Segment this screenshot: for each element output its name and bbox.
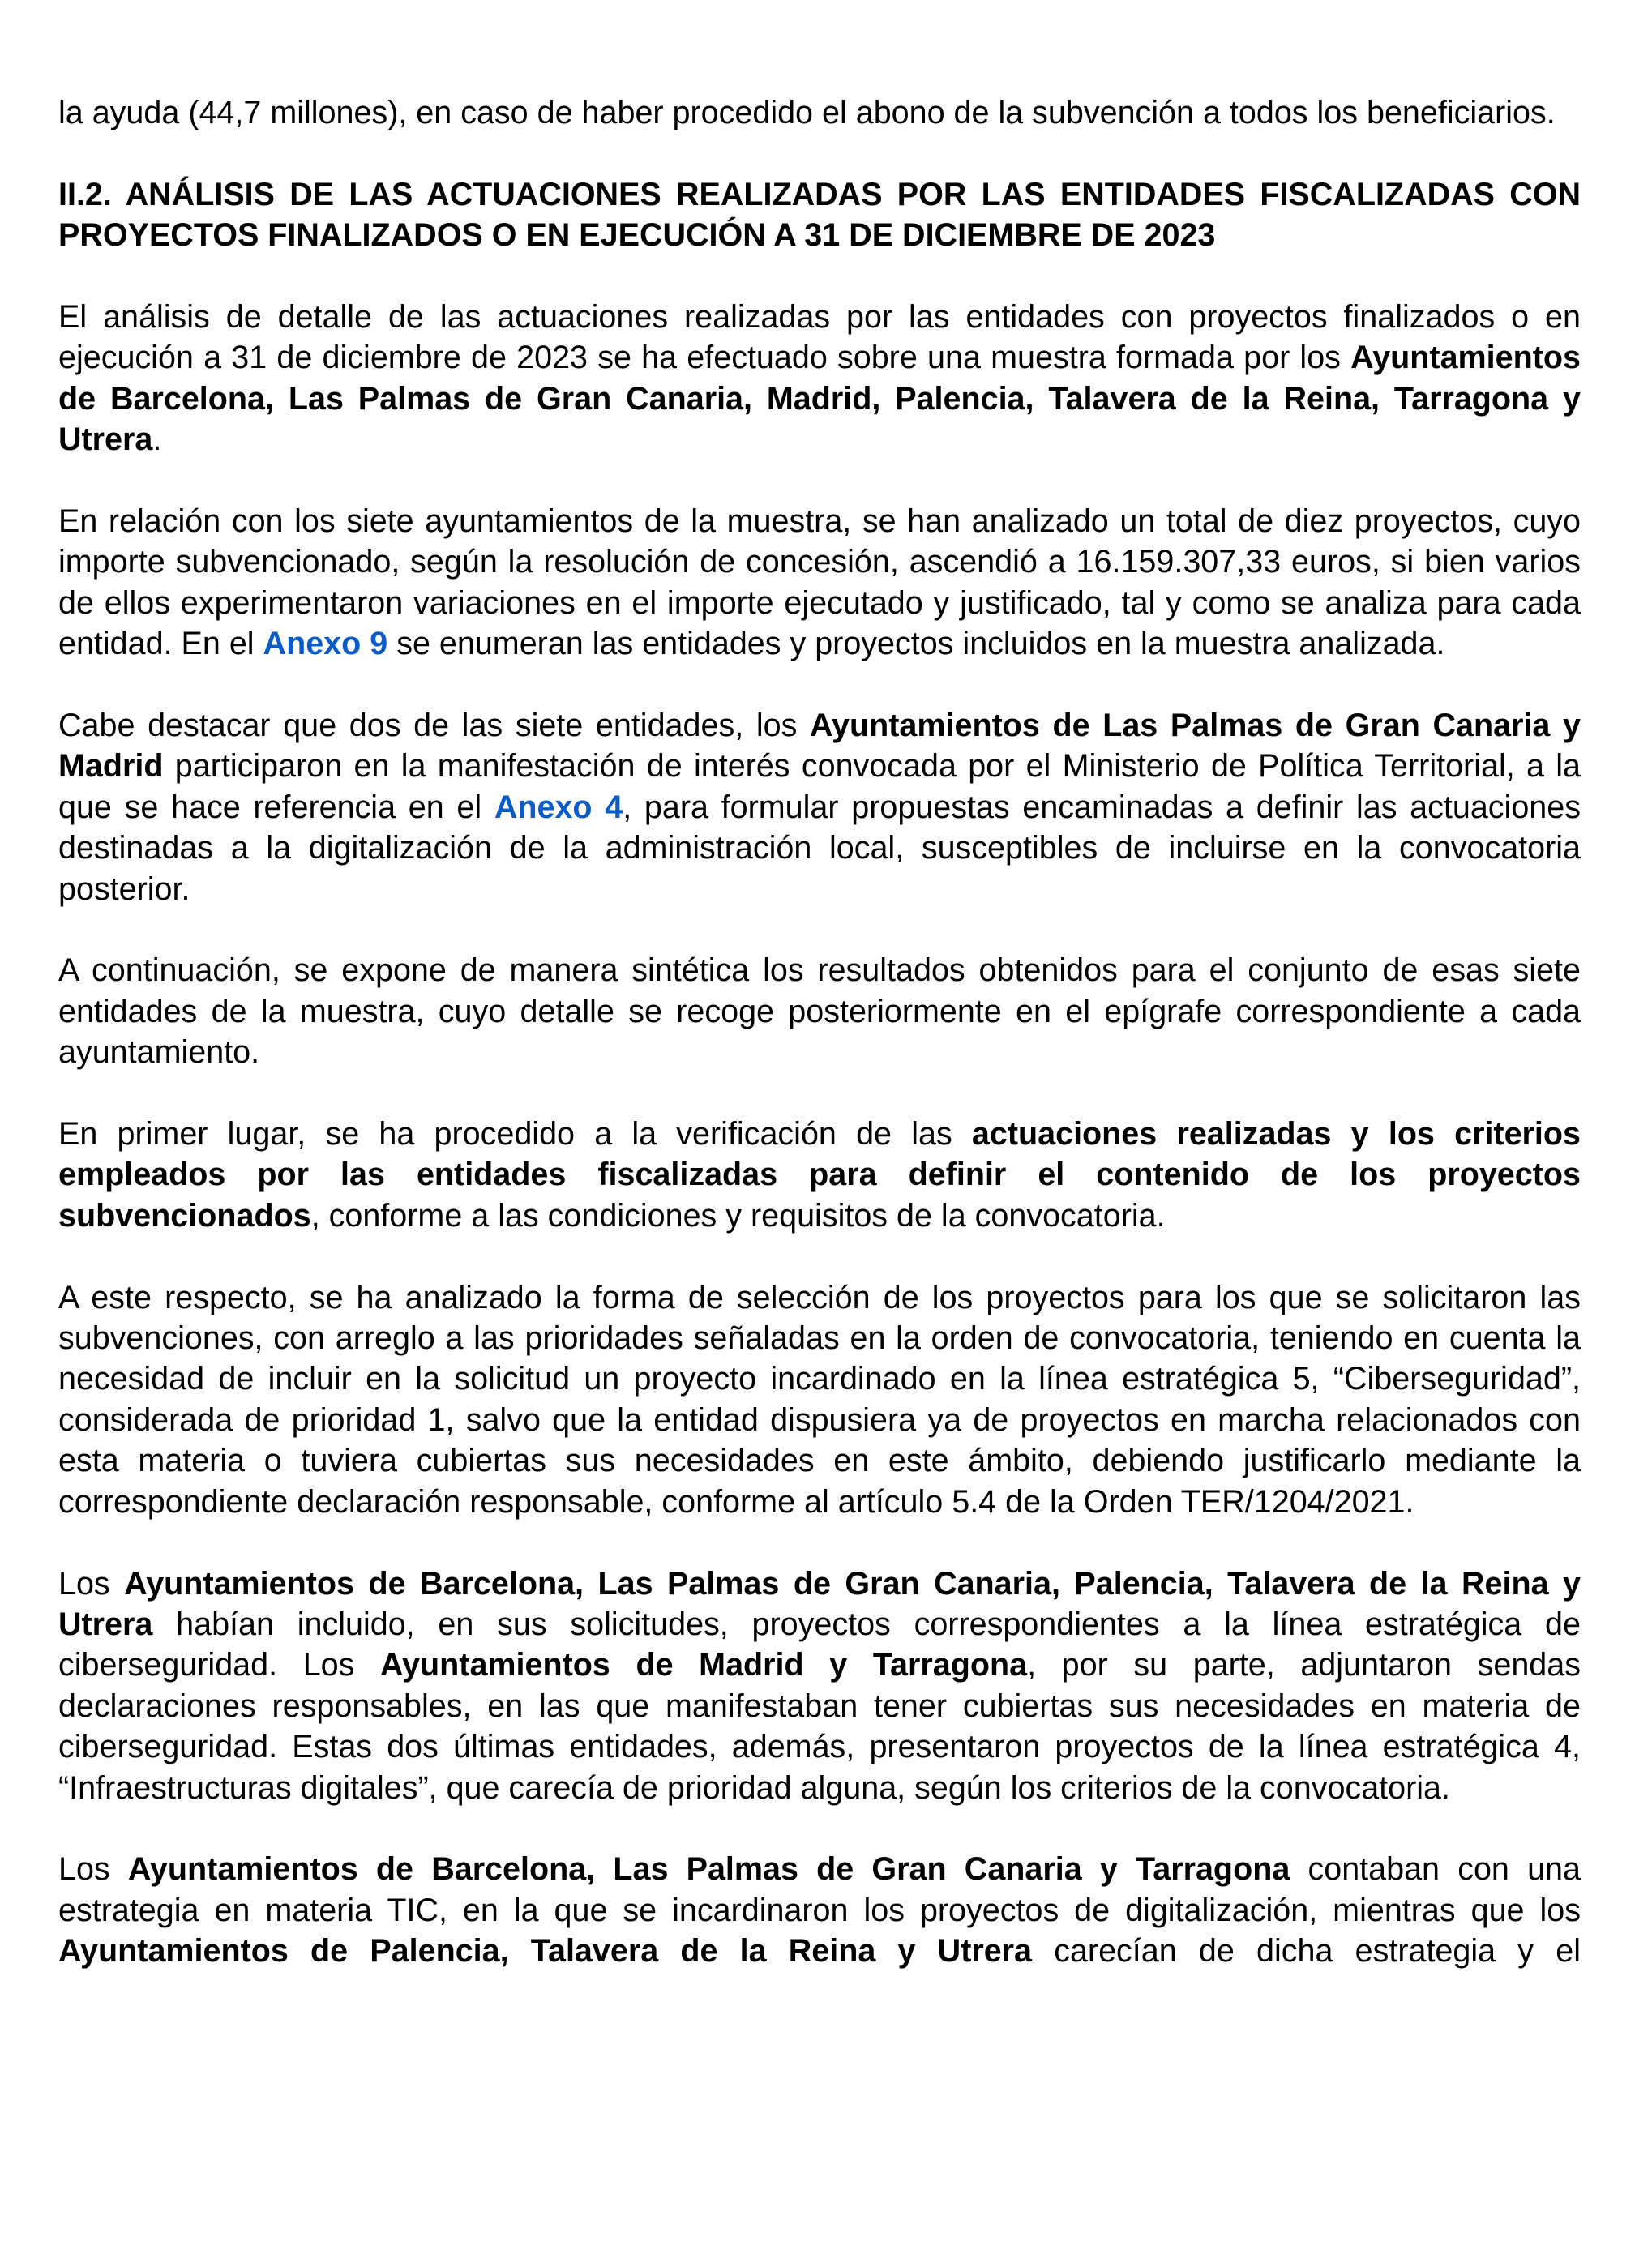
text-segment: contaban con una estrategia en materia TIC, en la que se incardinaron los proyectos de digitalización, mientras que los <box>58 1851 1581 1928</box>
text-segment: se enumeran las entidades y proyectos incluidos en la muestra analizada. <box>387 626 1445 662</box>
text-segment: Cabe destacar que dos de las siete entidades, los <box>58 708 810 744</box>
text-segment: habían incluido, en sus solicitudes, proyectos correspondientes a la línea estratégica de ciberseguridad. Los <box>58 1606 1581 1683</box>
text-segment: . <box>152 421 162 458</box>
section-heading <box>58 174 1581 256</box>
paragraph <box>58 1114 1581 1236</box>
annex-link[interactable]: Anexo 4 <box>494 789 623 825</box>
paragraph <box>58 92 1581 133</box>
text-segment: la ayuda (44,7 millones), en caso de haber procedido el abono de la subvención a todos los beneficiarios. <box>58 95 1556 130</box>
text-segment: El análisis de detalle de las actuaciones realizadas por las entidades con proyectos finalizados o en ejecución a 31 de diciembre de 2023 se ha efectuado sobre una muestra formada por los <box>58 299 1581 376</box>
paragraph <box>58 1563 1581 1808</box>
paragraph <box>58 1849 1581 1971</box>
paragraph <box>58 705 1581 909</box>
text-segment: participaron en la manifestación de interés convocada por el Ministerio de Política Territorial, a la que se hace referencia en el <box>58 748 1581 825</box>
text-segment: A continuación, se expone de manera sintética los resultados obtenidos para el conjunto de esas siete entidades de la muestra, cuyo detalle se recoge posteriormente en el epígrafe correspondiente a cada ayuntamiento. <box>58 952 1581 1071</box>
text-segment: Los <box>58 1565 125 1602</box>
paragraph <box>58 501 1581 665</box>
paragraph <box>58 1277 1581 1522</box>
text-segment: , conforme a las condiciones y requisitos de la convocatoria. <box>310 1197 1166 1234</box>
text-segment: , por su parte, adjuntaron sendas declaraciones responsables, en las que manifestaban tener cubiertas sus necesidades en materia de ciberseguridad. Estas dos últimas entidades, además, presentaron proyectos de la línea estratégica 4, “Infraestructuras digitales”, que carecía de prioridad alguna, según los criterios de la convocatoria. <box>58 1647 1581 1806</box>
bold-text: Ayuntamientos de Barcelona, Las Palmas de Gran Canaria, Palencia, Talavera de la Reina y Utrera <box>58 1565 1581 1642</box>
text-segment: carecían de dicha estrategia y el <box>1032 1933 1581 1970</box>
text-segment: Los <box>58 1851 128 1888</box>
bold-text: Ayuntamientos de Palencia, Talavera de la Reina y Utrera <box>58 1933 1033 1970</box>
document-page <box>58 92 1581 2013</box>
bold-text: Ayuntamientos de Barcelona, Las Palmas de Gran Canaria y Tarragona <box>127 1851 1290 1888</box>
bold-text: actuaciones realizadas y los criterios empleados por las entidades fiscalizadas para definir el contenido de los proyectos subvencionados <box>58 1116 1581 1234</box>
text-segment: A este respecto, se ha analizado la forma de selección de los proyectos para los que se solicitaron las subvenciones, con arreglo a las prioridades señaladas en la orden de convocatoria, teniendo en cuenta la necesidad de incluir en la solicitud un proyecto incardinado en la línea estratégica 5, “Ciberseguridad”, considerada de prioridad 1, salvo que la entidad dispusiera ya de proyectos en marcha relacionados con esta materia o tuviera cubiertas sus necesidades en este ámbito, debiendo justificarlo mediante la correspondiente declaración responsable, conforme al artículo 5.4 de la Orden TER/1204/2021. <box>58 1279 1581 1520</box>
bold-text: Ayuntamientos de Barcelona, Las Palmas de Gran Canaria, Madrid, Palencia, Talavera de la Reina, Tarragona y Utrera <box>58 340 1581 458</box>
bold-text: Ayuntamientos de Las Palmas de Gran Canaria y Madrid <box>58 708 1581 785</box>
text-segment: II.2. ANÁLISIS DE LAS ACTUACIONES REALIZADAS POR LAS ENTIDADES FISCALIZADAS CON PROYECTOS FINALIZADOS O EN EJECUCIÓN A 31 DE DICIEMBRE DE 2023 <box>58 176 1581 254</box>
annex-link[interactable]: Anexo 9 <box>263 626 388 662</box>
paragraph <box>58 950 1581 1072</box>
text-segment: En relación con los siete ayuntamientos de la muestra, se han analizado un total de diez proyectos, cuyo importe subvencionado, según la resolución de concesión, ascendió a 16.159.307,33 euros, si bien varios de ellos experimentaron variaciones en el importe ejecutado y justificado, tal y como se analiza para cada entidad. En el <box>58 503 1581 662</box>
paragraph <box>58 297 1581 460</box>
text-segment: En primer lugar, se ha procedido a la verificación de las <box>58 1116 972 1153</box>
bold-text: Ayuntamientos de Madrid y Tarragona <box>380 1647 1028 1683</box>
text-segment: , para formular propuestas encaminadas a definir las actuaciones destinadas a la digitalización de la administración local, susceptibles de incluirse en la convocatoria posterior. <box>58 789 1581 907</box>
